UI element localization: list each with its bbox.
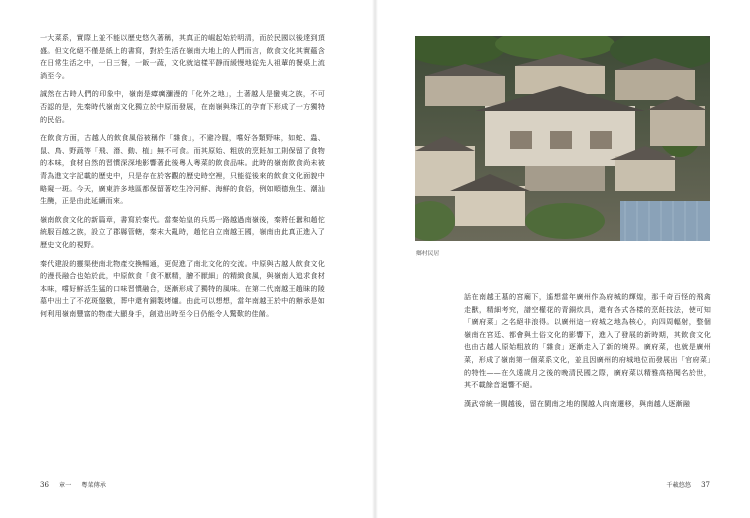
paragraph: 漢武帝統一閩越後，留在閩南之地的閩越人向南遷移，與南越人逐漸融: [464, 398, 691, 408]
village-photo: [415, 36, 710, 241]
page-number: 37: [701, 481, 710, 489]
paragraph: 一大菜系，實際上並不能以歷史悠久著稱，其真正的崛起始於明清，而於民國以後達到頂盛。但文化絕不僅是紙上的書寫，對於生活在嶺南大地上的人們而言，飲食文化其實蘊含在日常生活之中，一日三餐，一飯一蔬，文化就這樣平靜而緩慢地從先人祖輩的餐桌上流淌至今。: [40, 33, 325, 80]
left-page: [0, 0, 372, 518]
section-label: 千載悠悠: [666, 482, 692, 489]
right-footer: [658, 480, 710, 489]
section-label: 粵菜傳承: [81, 482, 106, 489]
paragraph: 誠然在古時人們的印象中，嶺南是瘴癘瀰漫的「化外之地」，土著越人是蠻夷之族，不可否認的是，先秦時代嶺南文化獨立於中原而發展，在南嶺與珠江的孕育下形成了一方獨特的民俗。: [40, 89, 325, 124]
photo-caption: 鄉村民居: [416, 251, 440, 257]
village-aerial-image: [415, 36, 710, 241]
paragraph: 嶺南飲食文化的新篇章，書寫於秦代。當秦始皇的兵馬一路越過南嶺後，秦將任囂和趙佗統服百越之族，設立了郡縣管轄，秦末大亂時，趙佗自立南越王國，嶺南由此真正進入了歷史文化的視野。: [40, 214, 325, 249]
left-text-column: [40, 32, 325, 326]
right-text-column: [464, 291, 711, 416]
right-page: [378, 0, 750, 518]
paragraph: 秦代建設的靈渠使南北物產交換暢通，更促進了南北文化的交流。中原與古越人飲食文化的漫長融合也始於此，中原飲食「食不厭精，膾不厭細」的精緻食風，與嶺南人追求食材本味，嚐好鮮活生猛的口味習慣融合，逐漸形成了獨特的風味。在第二代南越王趙昧的陵墓中出土了不花斑盤數，葬中還有銅製烤爐。由此可以想想，當年南越王於中的辦承是如何利用嶺南豐富的物產大顯身手，創造出時至今日仍能令人驚歎的佳餚。: [40, 258, 325, 318]
page-number: 36: [40, 481, 49, 489]
paragraph: 話在南越王墓的宮廟下，遙想當年廣州作為府城的輝煌，那千奇百怪的飛禽走獸，精細考究，譜空權花的青銅炊具，還有各式各樣的烹飪技法，使可知「廣府菜」之名絕非浪得。以廣州這一府城之地為核心，向四周輻射，整個嶺南在宮廷、都會與土俗文化的影響下，進入了發展的新時期，其飲食文化也由古越人原始粗放的「雜食」逐漸走入了新的境界。廣府菜，也就是廣州菜，形成了嶺南第一個菜系文化，並且因廣州的府城地位而發展出「官府菜」的特性——在久遠歲月之後的晚清民國之際，廣府菜以精雅高格聞名於世，其不載餘音迴響不絕。: [464, 292, 711, 390]
left-footer: [40, 480, 114, 489]
paragraph: 在飲食方面，古越人的飲食風俗被稱作「雜食」，不避冷腥，嚐好各類野味，如蛇、蟲、鼠、鳥、野蔬等「飛、潛、動、植」無不可食。而其原始、粗放的烹飪加工則保留了食物的本味，食材自然的習慣深深地影響著此後粵人粵菜的飲食品味。此時的嶺南飲食尚未被青為進文字記載的歷史中，只是存在於客觀的歷史時空裡，只能從後來的飲食文化面貌中略窺一斑。今天，廣東許多地區都保留著吃生冷河鮮、海鮮的食俗，例如順德魚生、潮汕生醃，正是由此延續而來。: [40, 133, 325, 206]
chapter-label: 章一: [58, 482, 72, 489]
